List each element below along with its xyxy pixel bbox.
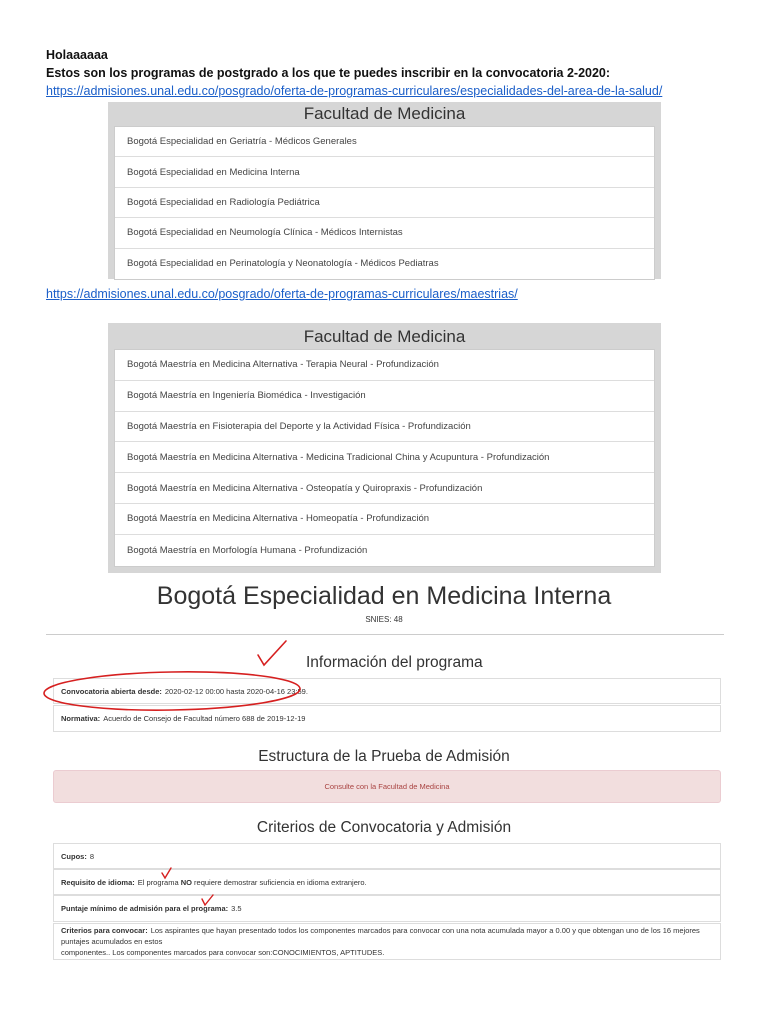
puntaje-value: 3.5: [231, 904, 242, 913]
intro-text: [46, 46, 610, 82]
panel-maestrias: [108, 323, 661, 573]
estructura-alert: Consulte con la Facultad de Medicina: [53, 770, 721, 803]
greeting: Holaaaaaa: [46, 48, 108, 62]
list-item[interactable]: Bogotá Especialidad en Perinatología y Neonatología - Médicos Pediatras: [127, 258, 439, 270]
panel-especialidades: [108, 102, 661, 279]
criterios-value-2: componentes.. Los componentes marcados para convocar son:CONOCIMIENTOS, APTITUDES.: [61, 948, 385, 957]
criterios-value-1: Los aspirantes que hayan presentado todos los componentes marcados para convocar con una nota acumulada mayor a 0.00 y que obtengan uno de los 16 mejores puntajes acumulados en estos: [61, 926, 700, 946]
criterios-label: Criterios para convocar:: [61, 926, 148, 935]
cupos-value: 8: [89, 851, 95, 861]
program-list: [114, 349, 655, 567]
puntaje-label: Puntaje mínimo de admisión para el programa:: [61, 904, 229, 913]
panel-title: Facultad de Medicina: [303, 327, 466, 346]
link-maestrias[interactable]: https://admisiones.unal.edu.co/posgrado/oferta-de-programas-curriculares/maestrias/: [46, 287, 518, 301]
link-especialidades[interactable]: https://admisiones.unal.edu.co/posgrado/oferta-de-programas-curriculares/especialidades-del-area-de-la-salud/: [46, 84, 663, 98]
list-item[interactable]: Bogotá Maestría en Morfología Humana - Profundización: [127, 544, 368, 556]
cupos-label: Cupos:: [61, 851, 87, 861]
info-heading: Información del programa: [306, 654, 483, 671]
program-title: Bogotá Especialidad en Medicina Interna: [156, 582, 612, 610]
annotation-check-mark: [258, 641, 286, 665]
list-item[interactable]: Bogotá Especialidad en Geriatría - Médicos Generales: [115, 127, 654, 157]
convocatoria-value: 2020-02-12 00:00 hasta 2020-04-16 23:59.: [164, 686, 308, 696]
estructura-heading: Estructura de la Prueba de Admisión: [258, 748, 510, 765]
cupos-row: [53, 843, 721, 869]
criterios-heading: Criterios de Convocatoria y Admisión: [256, 819, 512, 836]
normativa-label: Normativa:: [61, 714, 101, 723]
panel-title: Facultad de Medicina: [303, 104, 466, 123]
list-item[interactable]: Bogotá Maestría en Fisioterapia del Deporte y la Actividad Física - Profundización: [115, 412, 654, 443]
list-item[interactable]: Bogotá Maestría en Medicina Alternativa - Medicina Tradicional China y Acupuntura - Profundización: [115, 442, 654, 473]
idioma-value-no: NO: [180, 877, 192, 887]
idioma-value-pre: El programa: [137, 877, 181, 887]
convocatoria-label: Convocatoria abierta desde:: [61, 686, 162, 696]
list-item[interactable]: Bogotá Especialidad en Radiología Pediátrica: [115, 188, 654, 218]
intro-line: Estos son los programas de postgrado a los que te puedes inscribir en la convocatoria 2-2020:: [46, 66, 611, 80]
list-item[interactable]: Bogotá Especialidad en Medicina Interna: [115, 157, 654, 187]
list-item[interactable]: Bogotá Maestría en Medicina Alternativa - Terapia Neural - Profundización: [115, 350, 654, 381]
snies-code: SNIES: 48: [365, 615, 403, 624]
list-item[interactable]: Bogotá Maestría en Medicina Alternativa - Osteopatía y Quiropraxis - Profundización: [115, 473, 654, 504]
list-item[interactable]: Bogotá Maestría en Medicina Alternativa - Homeopatía - Profundización: [115, 504, 654, 535]
idioma-row: [53, 869, 721, 895]
puntaje-row: [53, 895, 721, 922]
idioma-value-post: requiere demostrar suficiencia en idioma extranjero.: [191, 877, 367, 887]
list-item[interactable]: Bogotá Maestría en Ingeniería Biomédica - Investigación: [115, 381, 654, 412]
criterios-row: [53, 923, 721, 960]
program-list: [114, 126, 655, 280]
normativa-row: [53, 705, 721, 732]
list-item[interactable]: Bogotá Especialidad en Neumología Clínica - Médicos Internistas: [115, 218, 654, 248]
divider: [46, 634, 724, 635]
idioma-label: Requisito de idioma:: [61, 877, 135, 887]
convocatoria-row: [53, 678, 721, 704]
normativa-value: Acuerdo de Consejo de Facultad número 688 de 2019-12-19: [103, 714, 306, 723]
